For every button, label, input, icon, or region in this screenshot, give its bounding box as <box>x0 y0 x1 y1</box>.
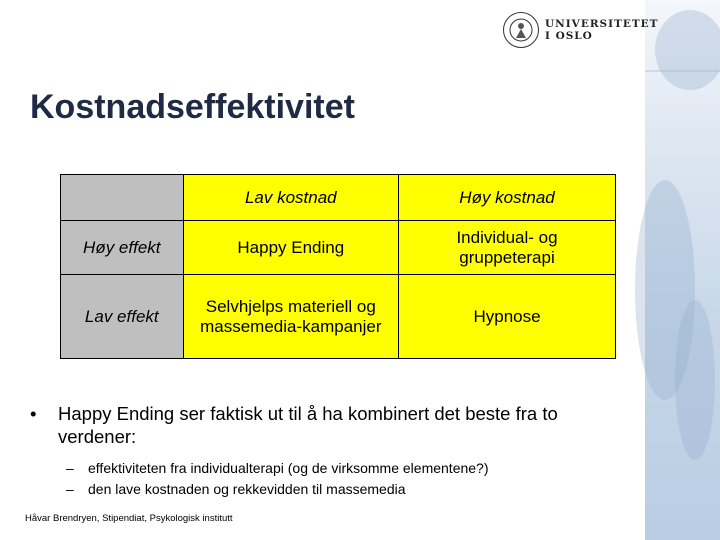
table-cell: Individual- og gruppeterapi <box>399 221 616 275</box>
sub-bullet-text: effektiviteten fra individualterapi (og de virksomme elementene?) <box>88 460 489 476</box>
row-label: Lav effekt <box>61 275 184 359</box>
page-title: Kostnadseffektivitet <box>30 88 355 126</box>
sub-bullet-item <box>66 479 610 500</box>
column-header: Lav kostnad <box>183 175 398 221</box>
table-row <box>61 221 616 275</box>
bullet-marker: • <box>30 403 37 424</box>
bullet-item <box>30 402 610 448</box>
footer-credit: Håvar Brendryen, Stipendiat, Psykologisk institutt <box>25 513 233 524</box>
sub-bullet-marker: – <box>66 481 74 497</box>
table-header-row <box>61 175 616 221</box>
table-corner-cell <box>61 175 184 221</box>
decorative-shape <box>655 10 720 90</box>
university-seal-icon <box>503 12 539 48</box>
bullet-list <box>30 402 610 500</box>
logo-text <box>545 18 658 42</box>
cost-effect-table <box>60 174 616 359</box>
table-cell: Happy Ending <box>183 221 398 275</box>
decorative-shape <box>675 300 715 460</box>
sub-bullet-marker: – <box>66 460 74 476</box>
table-row <box>61 275 616 359</box>
row-label: Høy effekt <box>61 221 184 275</box>
column-header: Høy kostnad <box>399 175 616 221</box>
logo-line-1: UNIVERSITETET <box>545 18 659 30</box>
sub-bullet-text: den lave kostnaden og rekkevidden til massemedia <box>88 481 406 497</box>
logo-line-2: I OSLO <box>545 30 593 42</box>
bullet-text: Happy Ending ser faktisk ut til å ha kombinert det beste fra to verdener: <box>58 403 558 447</box>
decorative-side-image <box>645 0 720 540</box>
table-cell: Selvhjelps materiell og massemedia-kampanjer <box>183 275 398 359</box>
university-logo <box>503 12 658 48</box>
table-cell: Hypnose <box>399 275 616 359</box>
sub-bullet-item <box>66 458 610 479</box>
